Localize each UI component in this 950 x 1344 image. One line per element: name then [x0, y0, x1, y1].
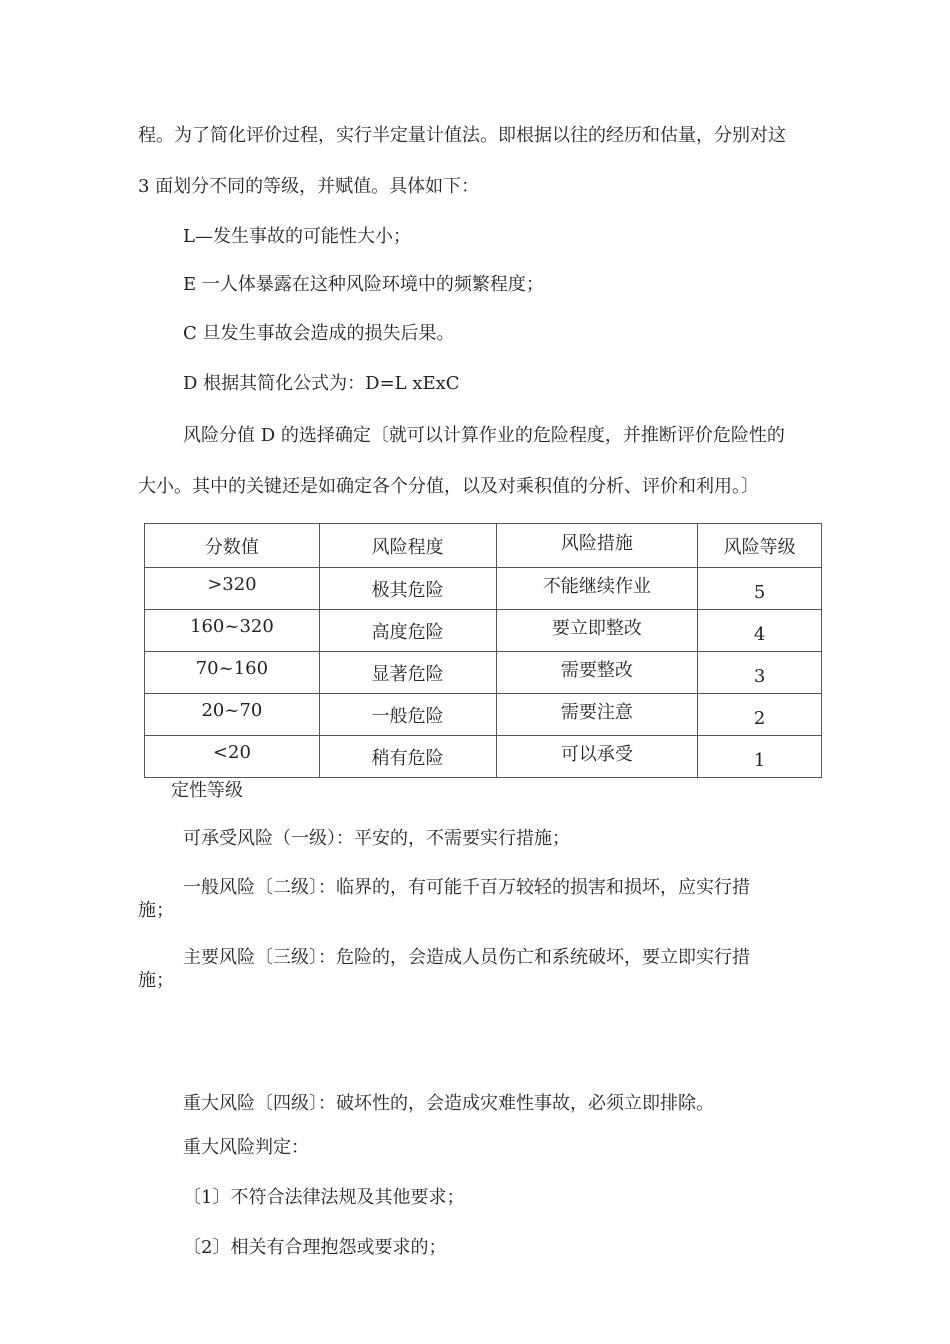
judgement-item-1: 〔1〕不符合法律法规及其他要求； — [183, 1187, 465, 1208]
score-cell: <20 — [145, 736, 320, 778]
risk-measure-cell: 需要注意 — [496, 694, 698, 736]
definition-c: C 旦发生事故会造成的损失后果。 — [183, 323, 455, 344]
paragraph-line: 大小。其中的关键还是如确定各个分值，以及对乘积值的分析、评价和利用。〕 — [138, 476, 759, 497]
judgement-item-2: 〔2〕相关有合理抱怨或要求的； — [183, 1237, 447, 1258]
risk-degree-cell: 极其危险 — [319, 568, 496, 610]
risk-level-cell: 4 — [698, 610, 822, 652]
level-3-text-cont: 施； — [138, 970, 174, 991]
table-header-cell: 分数值 — [145, 524, 320, 568]
risk-table — [144, 523, 822, 778]
risk-measure-cell: 不能继续作业 — [496, 568, 698, 610]
table-row — [145, 652, 822, 694]
risk-measure-cell: 可以承受 — [496, 736, 698, 778]
judgement-title: 重大风险判定： — [183, 1137, 309, 1158]
risk-degree-cell: 稍有危险 — [319, 736, 496, 778]
paragraph-line: 程。为了简化评价过程，实行半定量计值法。即根据以往的经历和估量，分别对这 — [138, 125, 786, 146]
score-cell: 20~70 — [145, 694, 320, 736]
level-4-text: 重大风险〔四级〕：破坏性的，会造成灾难性事故，必须立即排除。 — [183, 1093, 714, 1114]
risk-degree-cell: 显著危险 — [319, 652, 496, 694]
table-header-cell: 风险等级 — [698, 524, 822, 568]
level-2-text-cont: 施； — [138, 900, 174, 921]
level-3-text: 主要风险〔三级〕：危险的，会造成人员伤亡和系统破坏，要立即实行措 — [183, 947, 750, 968]
paragraph-line: 风险分值 D 的选择确定〔就可以计算作业的危险程度，并推断评价危险性的 — [183, 425, 785, 446]
risk-measure-cell: 需要整改 — [496, 652, 698, 694]
risk-level-cell: 5 — [698, 568, 822, 610]
table-row — [145, 694, 822, 736]
risk-degree-cell: 一般危险 — [319, 694, 496, 736]
risk-level-cell: 3 — [698, 652, 822, 694]
level-1-text: 可承受风险（一级）：平安的，不需要实行措施； — [183, 828, 570, 849]
risk-measure-cell: 要立即整改 — [496, 610, 698, 652]
risk-degree-cell: 高度危险 — [319, 610, 496, 652]
table-header-cell: 风险程度 — [319, 524, 496, 568]
formula-d: D 根据其简化公式为：D=L xExC — [183, 373, 460, 394]
table-row — [145, 736, 822, 778]
table-header-row — [145, 524, 822, 568]
risk-level-cell: 2 — [698, 694, 822, 736]
definition-l: L—发生事故的可能性大小； — [183, 226, 411, 247]
section-title-levels: 定性等级 — [171, 780, 243, 801]
table-row — [145, 568, 822, 610]
score-cell: >320 — [145, 568, 320, 610]
table-header-cell: 风险措施 — [496, 524, 698, 568]
level-2-text: 一般风险〔二级〕：临界的，有可能千百万较轻的损害和损坏，应实行措 — [183, 877, 750, 898]
score-cell: 70~160 — [145, 652, 320, 694]
table-row — [145, 610, 822, 652]
definition-e: E 一人体暴露在这种风险环境中的频繁程度； — [183, 274, 544, 295]
paragraph-line: 3 面划分不同的等级，并赋值。具体如下： — [138, 176, 480, 197]
risk-level-cell: 1 — [698, 736, 822, 778]
score-cell: 160~320 — [145, 610, 320, 652]
